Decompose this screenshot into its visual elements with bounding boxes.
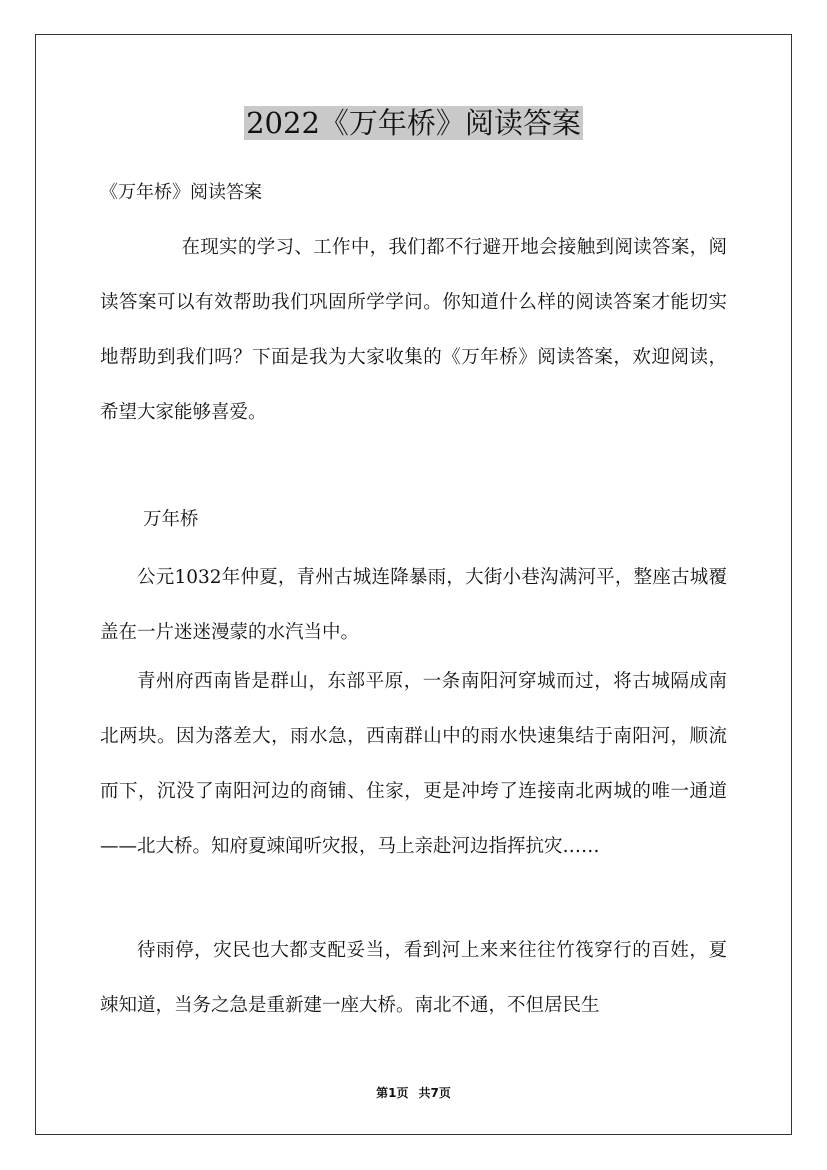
page-footer xyxy=(0,1084,827,1101)
body-paragraph-2: 青州府西南皆是群山，东部平原，一条南阳河穿城而过，将古城隔成南北两块。因为落差大，雨水急，西南群山中的雨水快速集结于南阳河，顺流而下，沉没了南阳河边的商铺、住家，更是冲垮了连接南北两城的唯一通道——北大桥。知府夏竦闻听灾报，马上亲赴河边指挥抗灾…… xyxy=(100,671,727,857)
story-title: 万年桥 xyxy=(143,509,199,530)
intro-paragraph: 在现实的学习、工作中，我们都不行避开地会接触到阅读答案，阅读答案可以有效帮助我们巩固所学学问。你知道什么样的阅读答案才能切实地帮助到我们吗？下面是我为大家收集的《万年桥》阅读答案，欢迎阅读，希望大家能够喜爱。 xyxy=(100,237,727,423)
document-subtitle: 《万年桥》阅读答案 xyxy=(100,182,262,203)
document-title xyxy=(0,100,827,146)
page-total: 共7页 xyxy=(418,1086,451,1100)
page-number: 第1页 xyxy=(376,1086,409,1100)
body-paragraph-3: 待雨停，灾民也大都支配妥当，看到河上来来往往竹筏穿行的百姓，夏竦知道，当务之急是重新建一座大桥。南北不通，不但居民生 xyxy=(100,940,727,1016)
body-paragraph-1: 公元1032年仲夏，青州古城连降暴雨，大街小巷沟满河平，整座古城覆盖在一片迷迷漫蒙的水汽当中。 xyxy=(100,567,727,643)
document-title-text: 2022《万年桥》阅读答案 xyxy=(246,106,581,140)
